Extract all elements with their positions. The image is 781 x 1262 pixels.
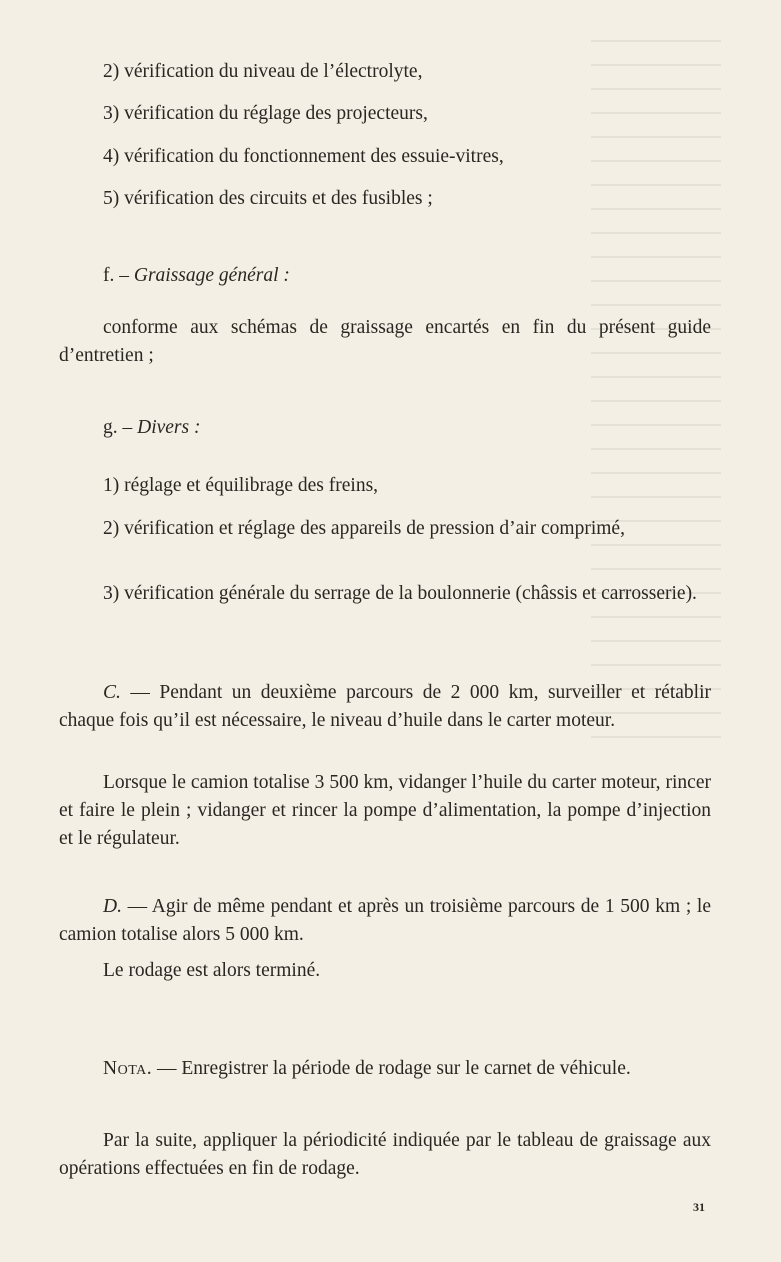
section-g-item-1: 1) réglage et équilibrage des freins, [103, 475, 379, 496]
section-c-paragraph-2: Lorsque le camion totalise 3 500 km, vidanger l’huile du carter moteur, rincer et faire le plein ; vidanger et rincer la pompe d’alimentation, la pompe d’injection et le régulateur. [59, 772, 711, 849]
nota-text: — Enregistrer la période de rodage sur le carnet de véhicule. [152, 1058, 631, 1079]
nota-label: Nota. [103, 1058, 153, 1079]
section-g-item-3: 3) vérification générale du serrage de la boulonnerie (châssis et carrosserie). [103, 583, 697, 604]
section-g-heading [103, 414, 200, 442]
section-g-title: Divers : [137, 417, 201, 438]
section-d-text: — Agir de même pendant et après un troisième parcours de 1 500 km ; le camion totalise alors 5 000 km. [59, 896, 711, 945]
page-number: 31 [693, 1200, 705, 1214]
section-f-body: conforme aux schémas de graissage encartés en fin du présent guide d’entretien ; [59, 317, 711, 366]
list-item-circuits: 5) vérification des circuits et des fusibles ; [103, 188, 433, 209]
nota-paragraph [59, 1055, 711, 1083]
section-g-prefix: g. – [103, 417, 133, 438]
section-d-paragraph [59, 893, 711, 949]
list-item-essuie-vitres: 4) vérification du fonctionnement des essuie-vitres, [103, 146, 504, 167]
section-f-title: Graissage général : [133, 265, 290, 286]
nota-paragraph-2: Par la suite, appliquer la périodicité indiquée par le tableau de graissage aux opérations effectuées en fin de rodage. [59, 1130, 711, 1179]
section-c-paragraph [59, 679, 711, 735]
section-d-label: D. [103, 896, 122, 917]
list-item-electrolyte: 2) vérification du niveau de l’électrolyte, [103, 61, 423, 82]
section-f-heading [103, 262, 290, 290]
section-f-prefix: f. – [103, 265, 129, 286]
list-item-projecteurs: 3) vérification du réglage des projecteurs, [103, 103, 428, 124]
section-c-text: — Pendant un deuxième parcours de 2 000 km, surveiller et rétablir chaque fois qu’il est nécessaire, le niveau d’huile dans le carter moteur. [59, 682, 711, 731]
section-c-label: C. [103, 682, 121, 703]
section-g-item-2: 2) vérification et réglage des appareils de pression d’air comprimé, [103, 518, 625, 539]
section-d-conclusion: Le rodage est alors terminé. [103, 960, 321, 981]
